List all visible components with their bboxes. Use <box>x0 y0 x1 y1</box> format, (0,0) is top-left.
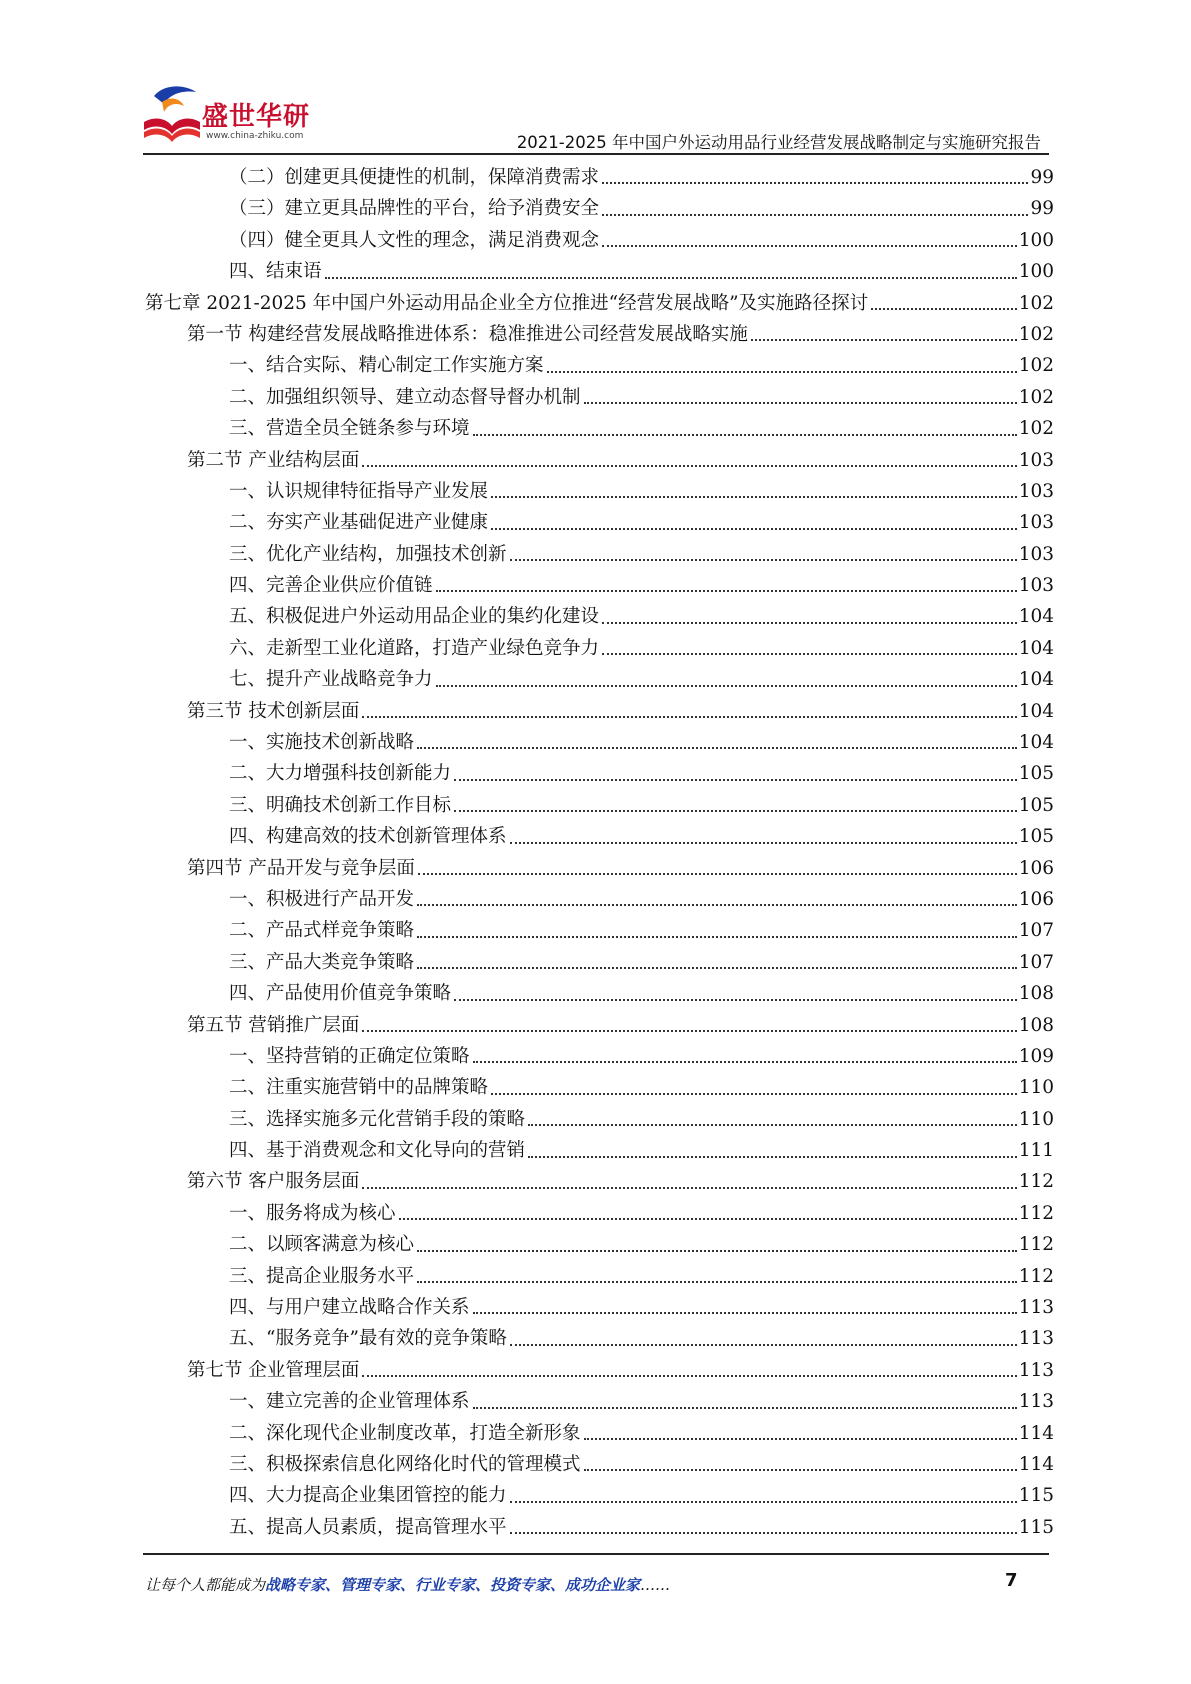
toc-dot-leader <box>602 245 1017 247</box>
toc-entry-title: 四、与用户建立战略合作关系 <box>229 1297 470 1319</box>
toc-entry-page: 102 <box>1018 292 1054 314</box>
toc-entry[interactable] <box>145 1261 1054 1292</box>
toc-entry-page: 102 <box>1018 418 1054 440</box>
toc-entry[interactable] <box>145 1229 1054 1260</box>
toc-entry-title: 一、认识规律特征指导产业发展 <box>229 480 489 502</box>
toc-entry[interactable] <box>145 507 1054 538</box>
toc-entry-title: （二）创建更具便捷性的机制，保障消费需求 <box>229 166 600 188</box>
toc-entry[interactable] <box>145 225 1054 256</box>
toc-entry[interactable] <box>145 664 1054 695</box>
toc-entry[interactable] <box>145 601 1054 632</box>
toc-entry-title: （三）建立更具品牌性的平台，给予消费安全 <box>229 198 600 220</box>
toc-entry-page: 99 <box>1030 198 1054 220</box>
toc-entry-page: 104 <box>1018 637 1054 659</box>
toc-entry-page: 104 <box>1018 700 1054 722</box>
toc-entry[interactable] <box>145 445 1054 476</box>
toc-entry-title: 第二节 产业结构层面 <box>187 449 360 471</box>
toc-entry-title: （四）健全更具人文性的理念，满足消费观念 <box>229 229 600 251</box>
toc-dot-leader <box>417 747 1017 749</box>
toc-dot-leader <box>473 1312 1017 1314</box>
brand-url: www.china-zhiku.com <box>206 131 304 141</box>
toc-entry-page: 112 <box>1018 1265 1054 1287</box>
toc-dot-leader <box>454 810 1017 812</box>
toc-entry-title: 三、产品大类竞争策略 <box>229 951 415 973</box>
toc-dot-leader <box>473 1061 1017 1063</box>
toc-entry-title: 一、建立完善的企业管理体系 <box>229 1391 470 1413</box>
toc-entry[interactable] <box>145 1041 1054 1072</box>
toc-entry[interactable] <box>145 256 1054 287</box>
toc-entry-title: 第六节 客户服务层面 <box>187 1171 360 1193</box>
toc-entry-title: 三、提高企业服务水平 <box>229 1265 415 1287</box>
toc-entry[interactable] <box>145 1135 1054 1166</box>
toc-entry[interactable] <box>145 413 1054 444</box>
brand-logo <box>140 82 320 150</box>
toc-dot-leader <box>528 1156 1017 1158</box>
toc-dot-leader <box>417 1281 1017 1283</box>
toc-entry-page: 102 <box>1018 386 1054 408</box>
toc-dot-leader <box>491 1093 1017 1095</box>
toc-entry[interactable] <box>145 947 1054 978</box>
toc-entry[interactable] <box>145 162 1054 193</box>
toc-entry-page: 104 <box>1018 732 1054 754</box>
toc-entry[interactable] <box>145 1480 1054 1511</box>
toc-entry[interactable] <box>145 476 1054 507</box>
toc-dot-leader <box>436 685 1017 687</box>
toc-dot-leader <box>871 308 1017 310</box>
toc-entry-title: 二、以顾客满意为核心 <box>229 1234 415 1256</box>
toc-entry[interactable] <box>145 758 1054 789</box>
toc-entry[interactable] <box>145 1355 1054 1386</box>
toc-entry-page: 100 <box>1018 229 1054 251</box>
toc-entry-page: 109 <box>1018 1045 1054 1067</box>
toc-entry-page: 114 <box>1018 1454 1054 1475</box>
toc-entry-title: 第七节 企业管理层面 <box>187 1359 360 1381</box>
toc-dot-leader <box>418 873 1017 875</box>
toc-entry[interactable] <box>145 350 1054 381</box>
toc-entry[interactable] <box>145 1010 1054 1041</box>
header-divider <box>143 153 1049 155</box>
toc-dot-leader <box>473 434 1017 436</box>
toc-dot-leader <box>584 1469 1017 1471</box>
toc-entry[interactable] <box>145 915 1054 946</box>
toc-entry-title: 四、完善企业供应价值链 <box>229 575 433 597</box>
toc-entry[interactable] <box>145 319 1054 350</box>
page-number: 7 <box>1005 1570 1018 1591</box>
toc-dot-leader <box>584 1438 1017 1440</box>
footer-slogan-prefix: 让每个人都能成为 <box>145 1576 266 1594</box>
toc-entry-page: 103 <box>1018 512 1054 534</box>
toc-entry-page: 111 <box>1018 1140 1054 1162</box>
toc-entry[interactable] <box>145 382 1054 413</box>
toc-entry-title: 四、基于消费观念和文化导向的营销 <box>229 1140 526 1162</box>
toc-entry-page: 112 <box>1018 1234 1054 1256</box>
toc-entry-title: 第五节 营销推广层面 <box>187 1014 360 1036</box>
toc-dot-leader <box>417 904 1017 906</box>
toc-entry[interactable] <box>145 821 1054 852</box>
toc-entry-title: 五、提高人员素质，提高管理水平 <box>229 1516 507 1538</box>
toc-entry[interactable] <box>145 1386 1054 1417</box>
toc-entry-page: 103 <box>1018 480 1054 502</box>
toc-entry-title: 一、积极进行产品开发 <box>229 888 415 910</box>
toc-entry-page: 114 <box>1018 1422 1054 1444</box>
toc-entry-page: 110 <box>1018 1077 1054 1099</box>
toc-entry-title: 一、结合实际、精心制定工作实施方案 <box>229 355 544 377</box>
toc-entry-page: 110 <box>1018 1108 1054 1130</box>
toc-entry-page: 108 <box>1018 1014 1054 1036</box>
toc-dot-leader <box>417 1250 1017 1252</box>
toc-entry-page: 102 <box>1018 355 1054 377</box>
toc-entry-page: 105 <box>1018 763 1054 785</box>
toc-dot-leader <box>510 559 1017 561</box>
table-of-contents <box>145 162 1054 1543</box>
toc-dot-leader <box>510 1501 1017 1503</box>
toc-entry-title: 二、加强组织领导、建立动态督导督办机制 <box>229 386 581 408</box>
toc-dot-leader <box>584 402 1017 404</box>
toc-dot-leader <box>547 371 1017 373</box>
brand-name: 盛世华研 <box>202 102 311 132</box>
footer-slogan-suffix: …… <box>640 1576 671 1594</box>
toc-entry-title: 一、服务将成为核心 <box>229 1202 396 1224</box>
toc-entry-title: 三、选择实施多元化营销手段的策略 <box>229 1108 526 1130</box>
toc-entry[interactable] <box>145 1104 1054 1135</box>
toc-dot-leader <box>528 1124 1017 1126</box>
toc-entry[interactable] <box>145 727 1054 758</box>
toc-dot-leader <box>510 1532 1017 1534</box>
toc-dot-leader <box>362 716 1016 718</box>
toc-dot-leader <box>362 465 1016 467</box>
toc-entry-page: 104 <box>1018 669 1054 691</box>
toc-dot-leader <box>362 1187 1016 1189</box>
toc-dot-leader <box>417 936 1017 938</box>
toc-entry-page: 103 <box>1018 575 1054 597</box>
toc-entry-page: 106 <box>1018 857 1054 879</box>
toc-dot-leader <box>417 967 1017 969</box>
toc-dot-leader <box>454 779 1017 781</box>
toc-entry-title: 一、坚持营销的正确定位策略 <box>229 1045 470 1067</box>
toc-entry[interactable] <box>145 853 1054 884</box>
toc-entry-title: 二、夯实产业基础促进产业健康 <box>229 512 489 534</box>
toc-entry[interactable] <box>145 1323 1054 1354</box>
toc-entry-title: 第三节 技术创新层面 <box>187 700 360 722</box>
toc-entry-title: 四、产品使用价值竞争策略 <box>229 983 452 1005</box>
toc-dot-leader <box>602 182 1028 184</box>
toc-dot-leader <box>491 496 1017 498</box>
toc-entry-page: 103 <box>1018 543 1054 565</box>
toc-entry-title: 三、积极探索信息化网络化时代的管理模式 <box>229 1454 581 1475</box>
toc-entry-page: 103 <box>1018 449 1054 471</box>
toc-entry[interactable] <box>145 696 1054 727</box>
toc-entry[interactable] <box>145 790 1054 821</box>
toc-entry[interactable] <box>145 570 1054 601</box>
toc-entry-page: 113 <box>1018 1391 1054 1413</box>
toc-entry-page: 113 <box>1018 1328 1054 1350</box>
toc-entry[interactable] <box>145 1449 1054 1480</box>
toc-entry-page: 99 <box>1030 166 1054 188</box>
toc-entry-page: 115 <box>1018 1485 1054 1507</box>
toc-dot-leader <box>602 622 1017 624</box>
toc-entry-page: 113 <box>1018 1297 1054 1319</box>
toc-entry[interactable] <box>145 1292 1054 1323</box>
toc-dot-leader <box>510 1344 1017 1346</box>
toc-dot-leader <box>325 277 1017 279</box>
toc-entry-page: 105 <box>1018 794 1054 816</box>
toc-entry-title: 四、构建高效的技术创新管理体系 <box>229 826 507 848</box>
toc-dot-leader <box>454 999 1017 1001</box>
toc-entry-page: 105 <box>1018 826 1054 848</box>
toc-entry-title: 三、营造全员全链条参与环境 <box>229 418 470 440</box>
toc-entry[interactable] <box>145 193 1054 224</box>
toc-entry-title: 五、积极促进户外运动用品企业的集约化建设 <box>229 606 600 628</box>
toc-entry[interactable] <box>145 1072 1054 1103</box>
toc-entry-title: 二、产品式样竞争策略 <box>229 920 415 942</box>
toc-dot-leader <box>473 1407 1017 1409</box>
toc-entry-page: 107 <box>1018 920 1054 942</box>
toc-entry-title: 四、大力提高企业集团管控的能力 <box>229 1485 507 1507</box>
page-header <box>0 0 1191 158</box>
toc-dot-leader <box>602 653 1017 655</box>
toc-entry-title: 第七章 2021-2025 年中国户外运动用品企业全方位推进“经营发展战略”及实施路径探讨 <box>145 292 869 314</box>
toc-entry-page: 115 <box>1018 1516 1054 1538</box>
toc-entry-title: 二、注重实施营销中的品牌策略 <box>229 1077 489 1099</box>
toc-entry-title: 第一节 构建经营发展战略推进体系：稳准推进公司经营发展战略实施 <box>187 323 748 345</box>
toc-entry[interactable] <box>145 978 1054 1009</box>
toc-entry[interactable] <box>145 1198 1054 1229</box>
toc-entry-page: 112 <box>1018 1202 1054 1224</box>
report-title: 2021-2025 年中国户外运动用品行业经营发展战略制定与实施研究报告 <box>516 133 1041 152</box>
toc-entry-title: 五、“服务竞争”最有效的竞争策略 <box>229 1328 507 1350</box>
toc-entry-page: 100 <box>1018 261 1054 283</box>
toc-entry-title: 四、结束语 <box>229 261 322 283</box>
toc-entry-page: 106 <box>1018 888 1054 910</box>
footer-divider <box>143 1553 1049 1555</box>
toc-entry[interactable] <box>145 288 1054 319</box>
toc-entry-title: 三、明确技术创新工作目标 <box>229 794 452 816</box>
toc-dot-leader <box>602 214 1028 216</box>
toc-entry-page: 107 <box>1018 951 1054 973</box>
toc-entry[interactable] <box>145 633 1054 664</box>
toc-dot-leader <box>491 528 1017 530</box>
toc-dot-leader <box>751 339 1017 341</box>
toc-entry-title: 第四节 产品开发与竞争层面 <box>187 857 415 879</box>
toc-dot-leader <box>436 590 1017 592</box>
toc-entry-title: 二、大力增强科技创新能力 <box>229 763 452 785</box>
toc-dot-leader <box>510 842 1017 844</box>
toc-entry-page: 113 <box>1018 1359 1054 1381</box>
toc-entry-page: 108 <box>1018 983 1054 1005</box>
toc-entry[interactable] <box>145 884 1054 915</box>
toc-entry-page: 112 <box>1018 1171 1054 1193</box>
toc-dot-leader <box>362 1375 1016 1377</box>
toc-entry[interactable] <box>145 539 1054 570</box>
toc-dot-leader <box>362 1030 1016 1032</box>
toc-entry-title: 二、深化现代企业制度改革，打造全新形象 <box>229 1422 581 1444</box>
toc-entry[interactable] <box>145 1512 1054 1543</box>
toc-entry-title: 一、实施技术创新战略 <box>229 732 415 754</box>
footer-slogan-highlight: 战略专家、管理专家、行业专家、投资专家、成功企业家 <box>265 1576 641 1594</box>
toc-entry-title: 三、优化产业结构，加强技术创新 <box>229 543 507 565</box>
toc-dot-leader <box>399 1218 1017 1220</box>
toc-entry-title: 七、提升产业战略竞争力 <box>229 669 433 691</box>
toc-entry[interactable] <box>145 1167 1054 1198</box>
footer-slogan <box>145 1574 670 1595</box>
toc-entry-title: 六、走新型工业化道路，打造产业绿色竞争力 <box>229 637 600 659</box>
toc-entry[interactable] <box>145 1418 1054 1449</box>
toc-entry-page: 102 <box>1018 323 1054 345</box>
toc-entry-page: 104 <box>1018 606 1054 628</box>
logo-emblem-icon <box>140 82 204 150</box>
